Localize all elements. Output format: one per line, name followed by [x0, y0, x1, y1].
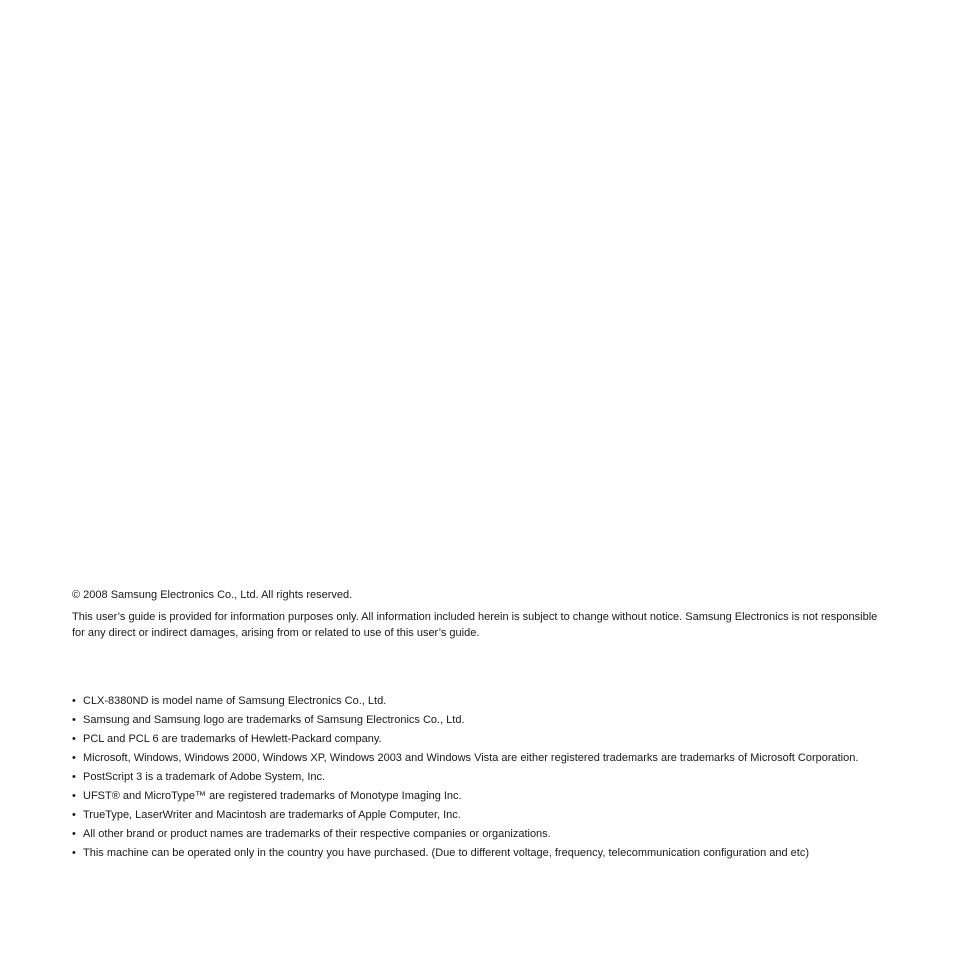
disclaimer-paragraph: This user’s guide is provided for information purposes only. All information included herein is subject to change without notice. Samsung Electronics is not responsible for any direct or indirect damages, arising from or related to use of this user’s guide. — [72, 611, 878, 639]
trademark-item — [72, 694, 882, 709]
trademark-item — [72, 827, 882, 842]
legal-notice — [72, 587, 882, 641]
trademark-text: PCL and PCL 6 are trademarks of Hewlett-Packard company. — [83, 733, 382, 745]
bullet-icon: • — [72, 695, 76, 707]
trademark-list — [72, 694, 882, 865]
bullet-icon: • — [72, 752, 76, 764]
trademark-item — [72, 732, 882, 747]
trademark-item — [72, 789, 882, 804]
trademark-text: TrueType, LaserWriter and Macintosh are trademarks of Apple Computer, Inc. — [83, 809, 461, 821]
bullet-icon: • — [72, 828, 76, 840]
trademark-text: CLX-8380ND is model name of Samsung Electronics Co., Ltd. — [83, 695, 387, 707]
trademark-item — [72, 713, 882, 728]
trademark-item — [72, 751, 882, 766]
bullet-icon: • — [72, 771, 76, 783]
trademark-text: Samsung and Samsung logo are trademarks of Samsung Electronics Co., Ltd. — [83, 714, 465, 726]
trademark-item — [72, 846, 882, 861]
bullet-icon: • — [72, 790, 76, 802]
bullet-icon: • — [72, 809, 76, 821]
trademark-item — [72, 808, 882, 823]
bullet-icon: • — [72, 847, 76, 859]
copyright-notice: © 2008 Samsung Electronics Co., Ltd. All rights reserved. — [72, 589, 353, 601]
trademark-text: This machine can be operated only in the country you have purchased. (Due to different voltage, frequency, telecommunication configuration and etc) — [83, 847, 810, 859]
trademark-item — [72, 770, 882, 785]
trademark-text: Microsoft, Windows, Windows 2000, Windows XP, Windows 2003 and Windows Vista are either registered trademarks are trademarks of Microsoft Corporation. — [83, 752, 859, 764]
trademark-text: UFST® and MicroType™ are registered trademarks of Monotype Imaging Inc. — [83, 790, 462, 802]
bullet-icon: • — [72, 714, 76, 726]
trademark-text: All other brand or product names are trademarks of their respective companies or organizations. — [83, 828, 551, 840]
bullet-icon: • — [72, 733, 76, 745]
trademark-text: PostScript 3 is a trademark of Adobe System, Inc. — [83, 771, 326, 783]
